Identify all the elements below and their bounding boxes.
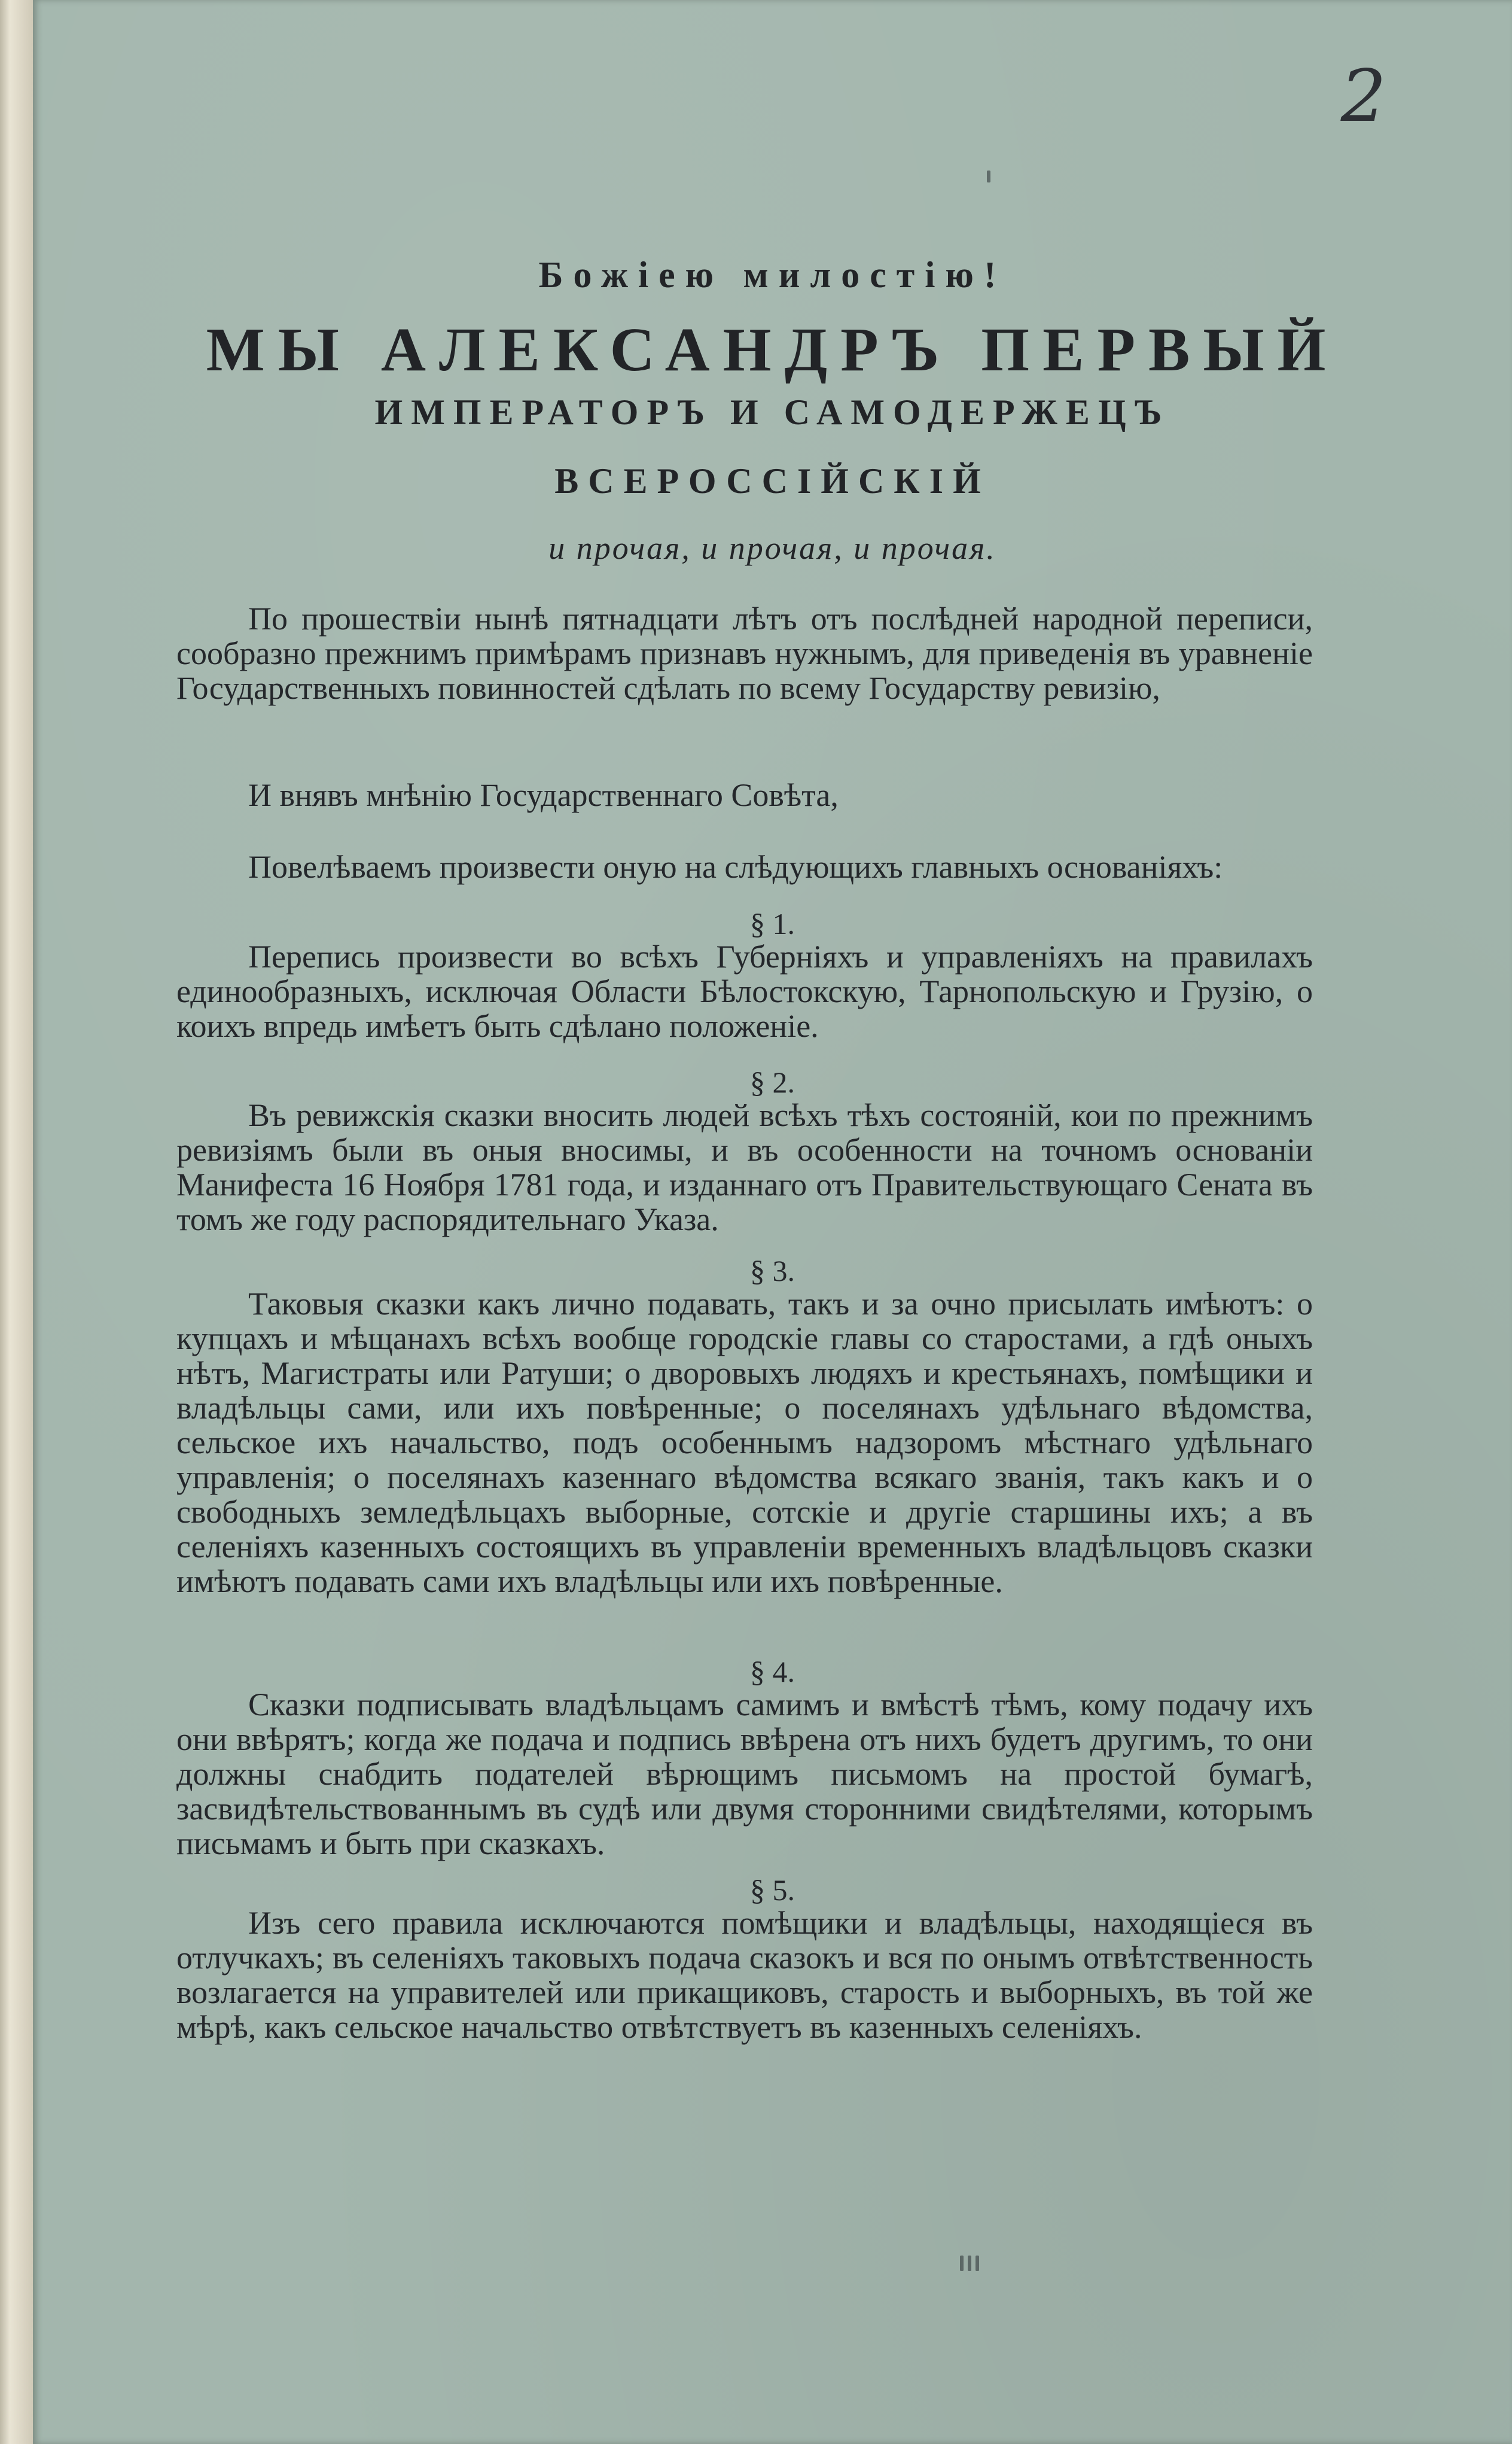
ink-speck — [987, 171, 990, 182]
header-line-3: ИМПЕРАТОРЪ И САМОДЕРЖЕЦЪ — [374, 392, 1170, 432]
section-4-text: Сказки подписывать владѣльцамъ самимъ и вмѣстѣ тѣмъ, кому подачу ихъ они ввѣрятъ; когда же подача и подпись ввѣрена отъ нихъ будетъ другимъ, то они должны снабдить подателей вѣрющимъ письмомъ на простой бумагѣ, засвидѣтельствованнымъ въ судѣ или двумя сторонними свидѣтелями, которымъ письмамъ и быть при сказкахъ. — [176, 1687, 1313, 1861]
intro-paragraph-1 — [176, 601, 1313, 705]
intro-paragraph-3 — [176, 850, 1313, 884]
intro-text-2: И внявъ мнѣнiю Государственнаго Совѣта, — [248, 777, 839, 813]
section-3-text: Таковыя сказки какъ лично подавать, такъ и за очно присылать имѣютъ: о купцахъ и мѣщанахъ всѣхъ вообще городскiе главы со старостами, а гдѣ оныхъ нѣтъ, Магистраты или Ратуши; о дворовыхъ людяхъ и крестьянахъ, помѣщики и владѣльцы сами, или ихъ повѣренные; о поселянахъ удѣльнаго вѣдомства, сельское ихъ начальство, подъ особеннымъ надзоромъ мѣстнаго удѣльнаго управленiя; о поселянахъ казеннаго вѣдомства всякаго званiя, такъ какъ и о свободныхъ земледѣльцахъ выборные, сотскiе и другiе старшины ихъ; а въ селенiяхъ казенныхъ состоящихъ въ управленiи временныхъ владѣльцовъ сказки имѣютъ подавать сами ихъ владѣльцы или ихъ повѣренные. — [176, 1286, 1313, 1599]
section-1-text: Перепись произвести во всѣхъ Губернiяхъ и управленiяхъ на правилахъ единообразныхъ, исключая Области Бѣлостокскую, Тарнопольскую и Грузiю, о коихъ впредь имѣетъ быть сдѣлано положенiе. — [176, 939, 1313, 1044]
section-2-text: Въ ревижскiя сказки вносить людей всѣхъ тѣхъ состоянiй, кои по прежнимъ ревизiямъ были въ оныя вносимы, и въ особенности на точномъ основанiи Манифеста 16 Ноября 1781 года, и изданнаго отъ Правительствующаго Сената въ томъ же году распорядительнаго Указа. — [176, 1097, 1313, 1237]
section-5-text: Изъ сего правила исключаются помѣщики и владѣльцы, находящiеся въ отлучкахъ; въ селенiяхъ таковыхъ подача сказокъ и вся по онымъ отвѣтственность возлагается на управителей или прикащиковъ, старость и выборныхъ, въ той же мѣрѣ, какъ сельское начальство отвѣтствуетъ въ казенныхъ селенiяхъ. — [176, 1905, 1313, 2045]
header-line-2: МЫ АЛЕКСАНДРЪ ПЕРВЫЙ — [206, 315, 1339, 384]
section-2-sign: § 2. — [750, 1066, 795, 1099]
section-1 — [176, 939, 1313, 1043]
intro-paragraph-2 — [176, 778, 1313, 812]
header-line-4: ВСЕРОССIЙСКIЙ — [554, 461, 990, 501]
section-3 — [176, 1286, 1313, 1599]
section-4-sign: § 4. — [750, 1655, 795, 1688]
section-3-sign: § 3. — [750, 1254, 795, 1288]
page-number: 2 — [1340, 55, 1386, 138]
section-4 — [176, 1687, 1313, 1861]
intro-text-1: По прошествiи нынѣ пятнадцати лѣтъ отъ послѣдней народной переписи, сообразно прежнимъ примѣрамъ признавъ нужнымъ, для приведенiя въ уравненiе Государственныхъ повинностей сдѣлать по всему Государству ревизiю, — [176, 601, 1313, 706]
ink-speck — [976, 2256, 979, 2271]
section-1-sign: § 1. — [750, 907, 795, 941]
intro-text-3: Повелѣваемъ произвести оную на слѣдующихъ главныхъ основанiяхъ: — [248, 849, 1223, 885]
section-2 — [176, 1098, 1313, 1237]
header-line-1: Божiею милостiю! — [538, 255, 1007, 296]
section-5 — [176, 1906, 1313, 2044]
ink-speck — [960, 2256, 964, 2271]
ink-speck — [968, 2256, 971, 2271]
header-line-5: и прочая, и прочая, и прочая. — [548, 530, 996, 566]
binding-edge — [0, 0, 33, 2444]
section-5-sign: § 5. — [750, 1873, 795, 1907]
document-sheet — [33, 0, 1512, 2444]
